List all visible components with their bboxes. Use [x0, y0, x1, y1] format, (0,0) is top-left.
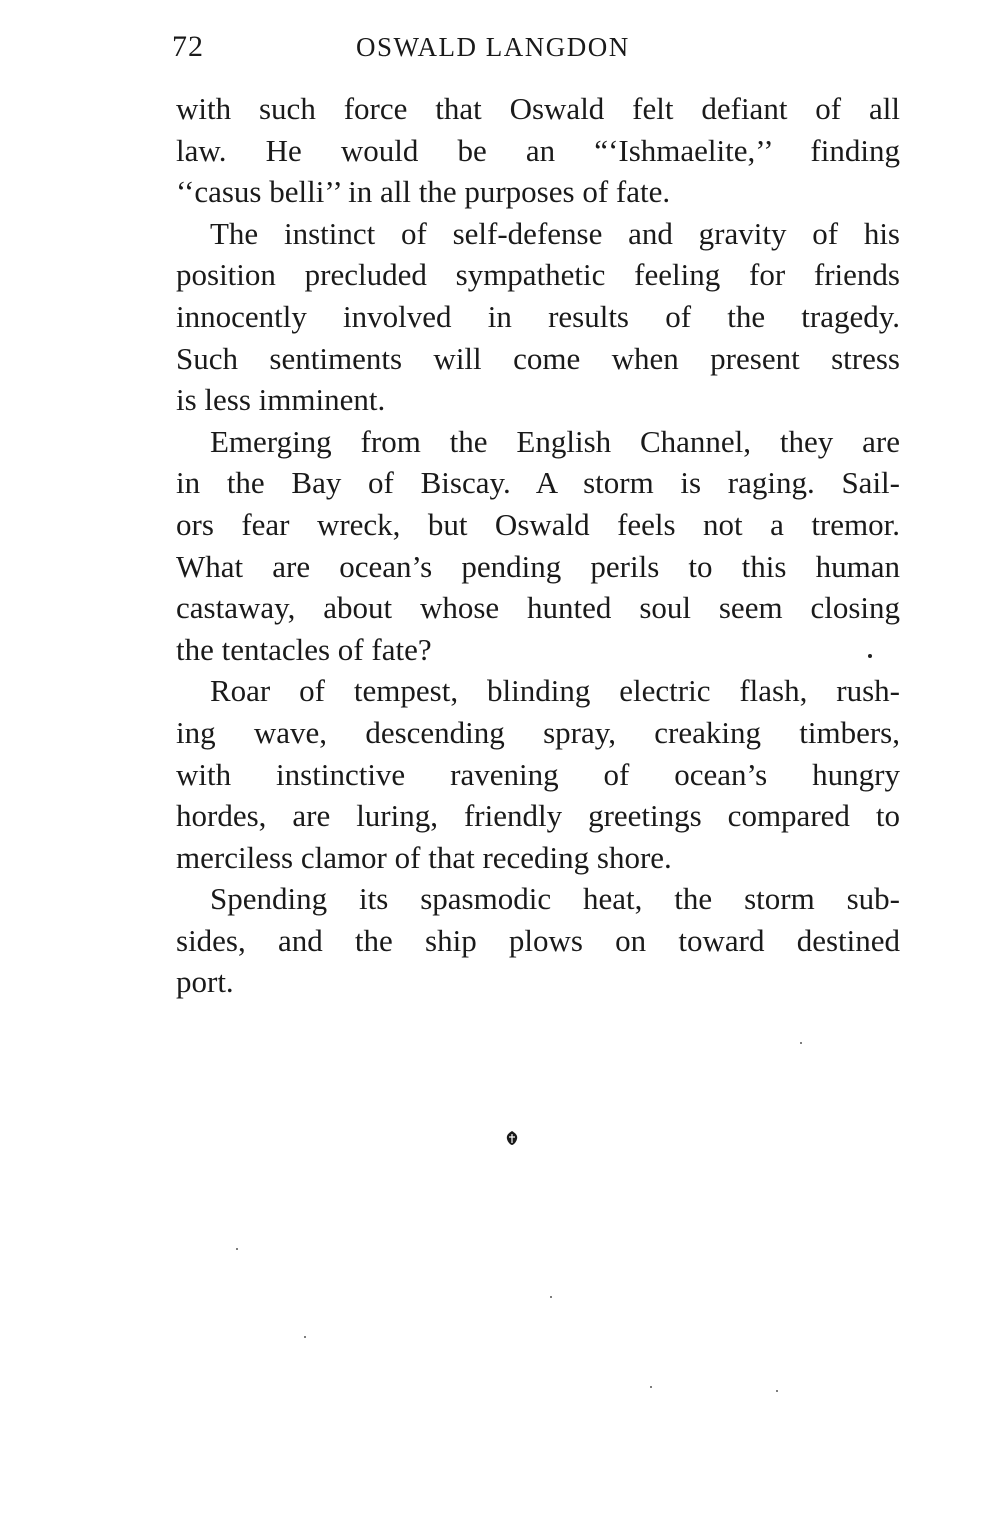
- paragraph: [176, 213, 900, 421]
- text-line: innocently involved in results of the tragedy.: [176, 298, 900, 334]
- text-line: the tentacles of fate?: [176, 631, 432, 667]
- ink-speck: [776, 1390, 778, 1392]
- text-line: Roar of tempest, blinding electric flash, rush-: [210, 673, 900, 709]
- body-text: [176, 88, 900, 1003]
- text-line: Such sentiments will come when present stress: [176, 340, 900, 376]
- text-line: Spending its spasmodic heat, the storm sub-: [210, 881, 900, 917]
- text-line: ors fear wreck, but Oswald feels not a tremor.: [176, 506, 900, 542]
- text-line: ing wave, descending spray, creaking timbers,: [176, 714, 900, 750]
- text-line: with instinctive ravening of ocean’s hungry: [176, 756, 900, 792]
- page-header: [0, 30, 1000, 70]
- paragraph: [176, 421, 900, 671]
- paragraph: [176, 878, 900, 1003]
- text-line: in the Bay of Biscay. A storm is raging. Sail-: [176, 465, 900, 501]
- paragraph: [176, 670, 900, 878]
- text-line: port.: [176, 964, 234, 1000]
- page-number: 72: [172, 30, 204, 63]
- text-line: merciless clamor of that receding shore.: [176, 839, 672, 875]
- ink-speck: [800, 1042, 802, 1044]
- ink-speck: [868, 654, 872, 658]
- text-line: The instinct of self-defense and gravity of his: [210, 215, 900, 251]
- ink-speck: [550, 1296, 552, 1298]
- text-line: What are ocean’s pending perils to this human: [176, 548, 900, 584]
- running-head: OSWALD LANGDON: [356, 32, 630, 62]
- text-line: position precluded sympathetic feeling for friends: [176, 257, 900, 293]
- text-line: ‘‘casus belli’’ in all the purposes of fate.: [176, 174, 671, 210]
- text-line: with such force that Oswald felt defiant of all: [176, 91, 900, 126]
- text-line: castaway, about whose hunted soul seem closing: [176, 590, 900, 626]
- ink-speck: [236, 1248, 238, 1250]
- text-line: law. He would be an “‘Ishmaelite,’’ finding: [176, 132, 900, 168]
- text-line: sides, and the ship plows on toward destined: [176, 922, 900, 958]
- text-line: Emerging from the English Channel, they are: [210, 423, 900, 459]
- ink-speck: [304, 1336, 306, 1338]
- text-line: is less imminent.: [176, 382, 386, 418]
- ink-speck: [650, 1386, 652, 1388]
- paragraph: [176, 88, 900, 213]
- fleuron-icon: [504, 1130, 520, 1146]
- text-line: hordes, are luring, friendly greetings compared to: [176, 798, 900, 834]
